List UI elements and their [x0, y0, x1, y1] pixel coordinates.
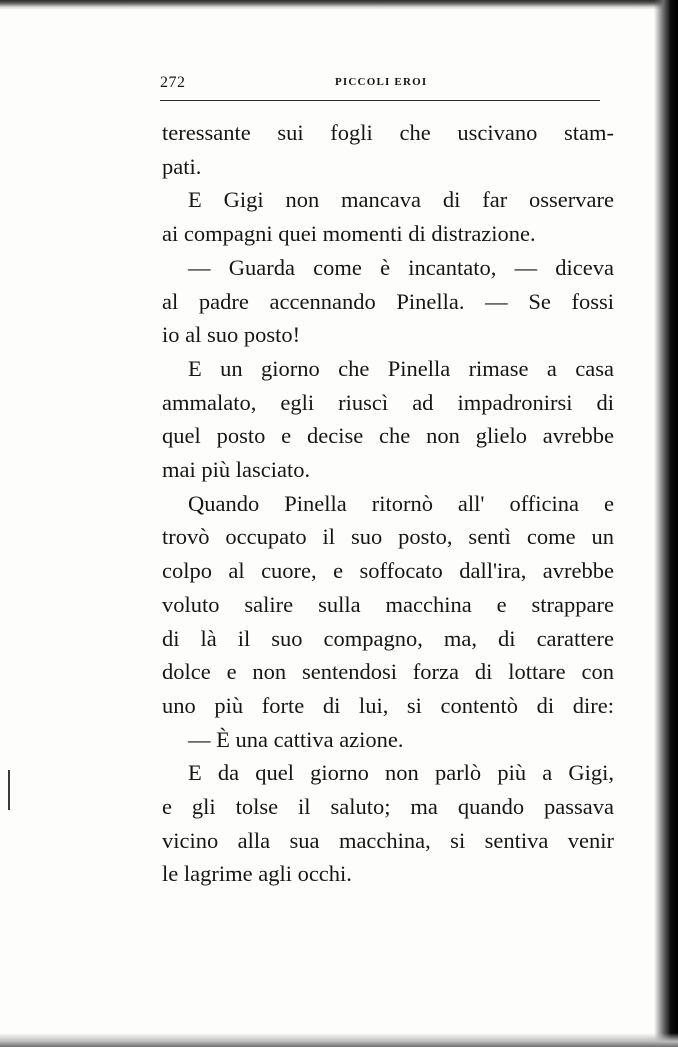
- scan-edge-right: [654, 0, 678, 1047]
- text-line: ai compagni quei momenti di distrazione.: [162, 221, 536, 247]
- body-text: [162, 116, 614, 891]
- text-line: al padre accennando Pinella. — Se fossi: [162, 288, 614, 314]
- text-line: teressante sui fogli che uscivano stam-: [162, 120, 614, 145]
- text-line: uno più forte di lui, si contentò di dire:: [162, 692, 614, 718]
- header-rule: [160, 100, 600, 101]
- text-line: E Gigi non mancava di far osservare: [188, 187, 614, 213]
- text-line: colpo al cuore, e soffocato dall'ira, avrebbe: [162, 558, 614, 584]
- text-line: — Guarda come è incantato, — diceva: [188, 254, 614, 280]
- scan-edge-bottom: [0, 1033, 678, 1047]
- text-line: trovò occupato il suo posto, sentì come un: [162, 524, 614, 550]
- text-line: vicino alla sua macchina, si sentiva venir: [162, 827, 614, 853]
- text-line: E da quel giorno non parlò più a Gigi,: [188, 760, 614, 786]
- text-line: e gli tolse il saluto; ma quando passava: [162, 794, 614, 820]
- scan-edge-top: [0, 0, 678, 10]
- text-line: le lagrime agli occhi.: [162, 861, 352, 887]
- page-header: [160, 74, 600, 98]
- text-line: pati.: [162, 153, 202, 179]
- text-line: quel posto e decise che non glielo avrebbe: [162, 423, 614, 449]
- scan-edge-mark: [8, 770, 10, 810]
- text-line: io al suo posto!: [162, 322, 301, 348]
- text-line: — È una cattiva azione.: [188, 726, 404, 752]
- text-line: voluto salire sulla macchina e strappare: [162, 591, 614, 617]
- text-line: ammalato, egli riuscì ad impadronirsi di: [162, 389, 614, 415]
- text-line: dolce e non sentendosi forza di lottare con: [162, 659, 614, 685]
- text-line: mai più lasciato.: [162, 457, 311, 483]
- page-number: 272: [160, 74, 186, 91]
- running-title: PICCOLI EROI: [335, 76, 428, 88]
- text-line: E un giorno che Pinella rimase a casa: [188, 355, 614, 381]
- text-line: Quando Pinella ritornò all' officina e: [188, 490, 614, 516]
- text-line: di là il suo compagno, ma, di carattere: [162, 625, 614, 651]
